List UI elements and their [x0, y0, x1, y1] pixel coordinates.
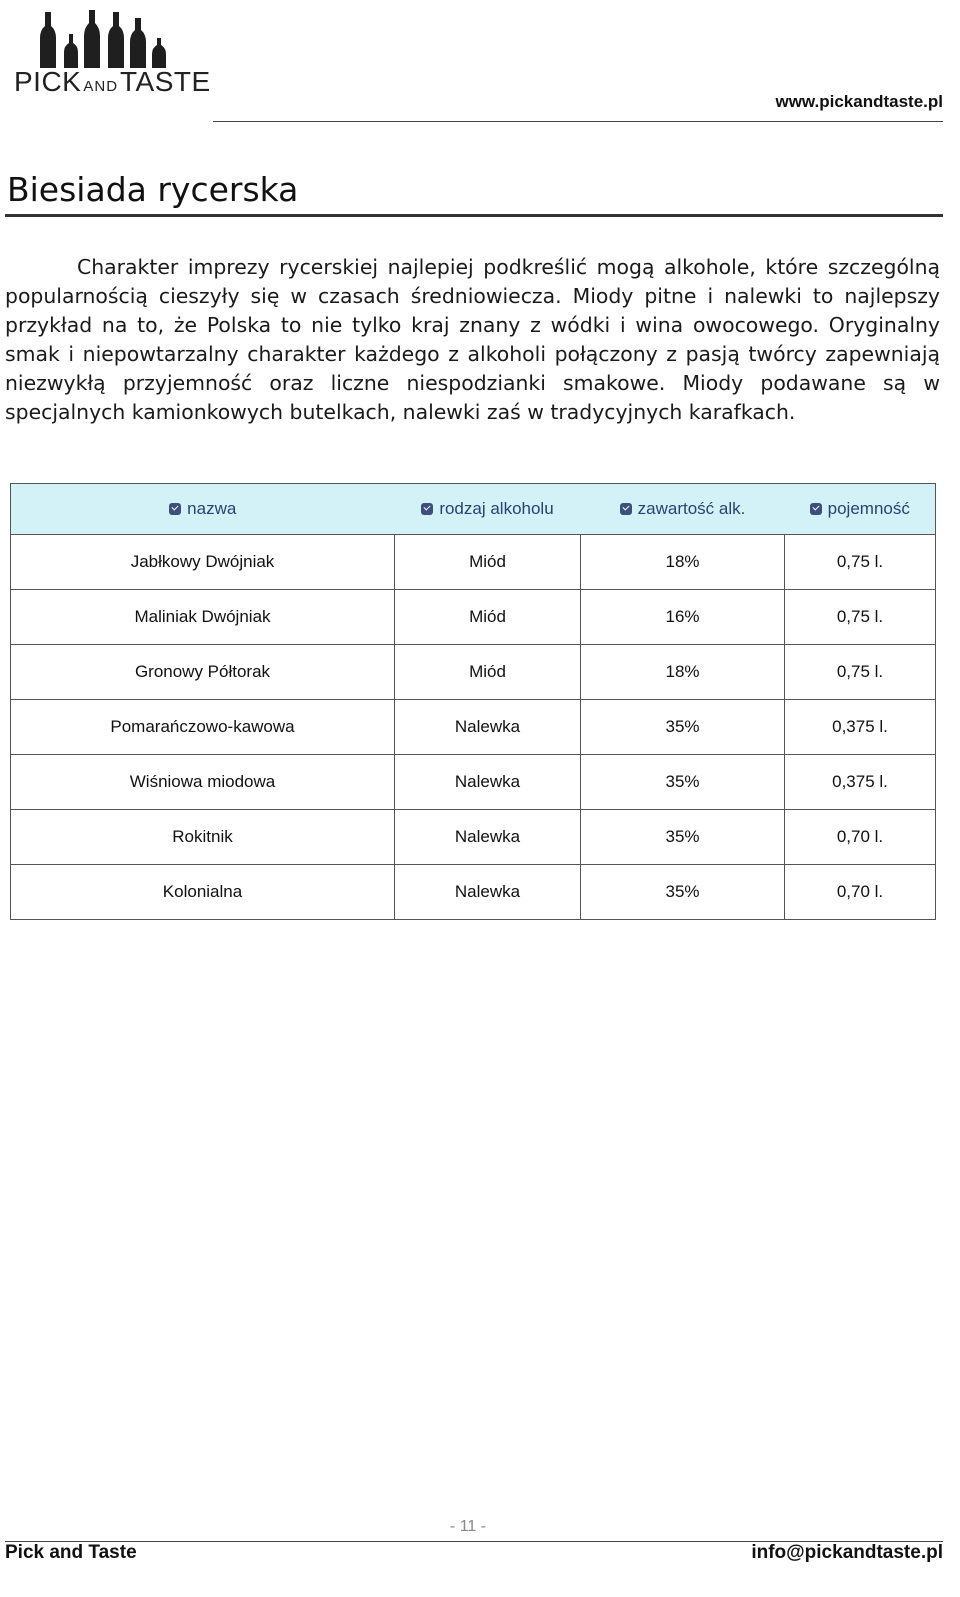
cell-name: Gronowy Półtorak [11, 645, 395, 700]
footer-company: Pick and Taste [5, 1542, 137, 1563]
cell-abv: 35% [581, 700, 785, 755]
table-row [11, 535, 936, 590]
column-header-nazwa[interactable] [11, 484, 395, 535]
check-icon [620, 503, 632, 515]
column-header-pojemnosc[interactable] [785, 484, 936, 535]
check-icon [421, 503, 433, 515]
column-label: zawartość alk. [637, 498, 746, 518]
intro-paragraph: Charakter imprezy rycerskiej najlepiej podkreślić mogą alkohole, które szczególną popularnością cieszyły się w czasach średniowiecza. Miody pitne i nalewki to najlepszy przykład na to, że Polska to nie tylko kraj znany z wódki i wina owocowego. Oryginalny smak i niepowtarzalny charakter każdego z alkoholi połączony z pasją twórcy zapewniają niezwykłą przyjemność oraz liczne niespodzianki smakowe. Miody podawane są w specjalnych kamionkowych butelkach, nalewki zaś w tradycyjnych karafkach. [5, 255, 940, 424]
cell-volume: 0,375 l. [785, 755, 936, 810]
cell-abv: 18% [581, 645, 785, 700]
cell-volume: 0,75 l. [785, 535, 936, 590]
cell-name: Kolonialna [11, 865, 395, 920]
title-divider [5, 214, 943, 217]
bottles-logo-icon [12, 8, 212, 70]
cell-type: Nalewka [395, 700, 581, 755]
cell-type: Miód [395, 645, 581, 700]
page-title: Biesiada rycerska [7, 170, 299, 209]
table-row [11, 700, 936, 755]
cell-name: Rokitnik [11, 810, 395, 865]
cell-type: Nalewka [395, 865, 581, 920]
table-row [11, 590, 936, 645]
header-divider [213, 121, 943, 122]
logo-wordmark [14, 66, 214, 98]
table-row [11, 755, 936, 810]
column-header-zawartosc-alk[interactable] [581, 484, 785, 535]
column-label: rodzaj alkoholu [439, 498, 554, 518]
cell-abv: 35% [581, 865, 785, 920]
table-row [11, 865, 936, 920]
logo-word-pick: PICK [14, 66, 82, 97]
logo-word-and: AND [83, 78, 119, 95]
cell-name: Wiśniowa miodowa [11, 755, 395, 810]
page-number: - 11 - [449, 1518, 487, 1535]
cell-volume: 0,70 l. [785, 810, 936, 865]
cell-volume: 0,75 l. [785, 645, 936, 700]
cell-abv: 18% [581, 535, 785, 590]
pick-and-taste-logo [12, 8, 212, 98]
table-row [11, 645, 936, 700]
cell-type: Nalewka [395, 810, 581, 865]
cell-type: Miód [395, 590, 581, 645]
check-icon [810, 503, 822, 515]
cell-name: Jabłkowy Dwójniak [11, 535, 395, 590]
table-header-row [11, 484, 936, 535]
column-label: pojemność [827, 498, 910, 518]
cell-volume: 0,375 l. [785, 700, 936, 755]
cell-type: Nalewka [395, 755, 581, 810]
column-label: nazwa [187, 498, 237, 518]
cell-abv: 16% [581, 590, 785, 645]
column-header-rodzaj-alkoholu[interactable] [395, 484, 581, 535]
cell-abv: 35% [581, 810, 785, 865]
cell-abv: 35% [581, 755, 785, 810]
footer-email-link[interactable]: info@pickandtaste.pl [751, 1542, 943, 1563]
check-icon [169, 503, 181, 515]
site-url-link[interactable]: www.pickandtaste.pl [775, 92, 943, 111]
cell-volume: 0,70 l. [785, 865, 936, 920]
cell-volume: 0,75 l. [785, 590, 936, 645]
cell-type: Miód [395, 535, 581, 590]
logo-word-taste: TASTE [120, 66, 211, 97]
products-table [10, 483, 936, 920]
cell-name: Maliniak Dwójniak [11, 590, 395, 645]
cell-name: Pomarańczowo-kawowa [11, 700, 395, 755]
table-row [11, 810, 936, 865]
